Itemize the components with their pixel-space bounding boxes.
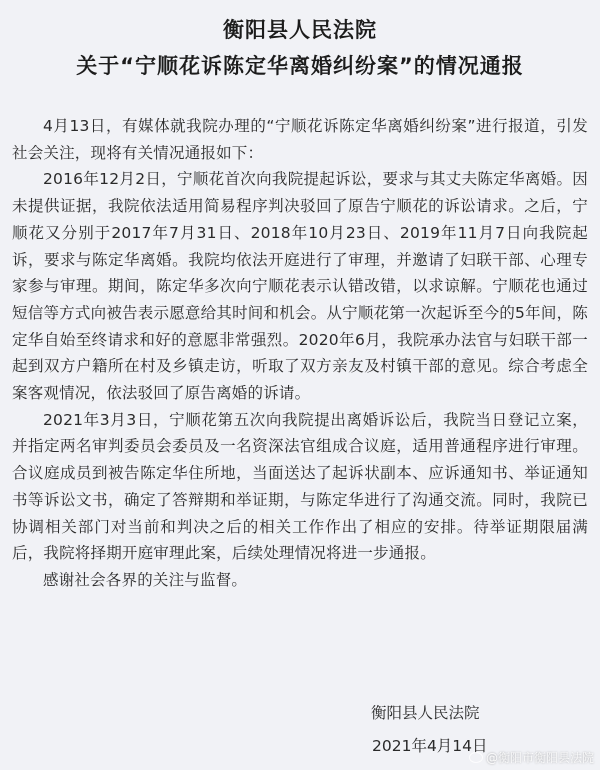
paragraph-intro: 4月13日，有媒体就我院办理的“宁顺花诉陈定华离婚纠纷案”进行报道，引发社会关注，现将有关情况通报如下： (12, 117, 588, 162)
watermark-text: @衡阳市衡阳县法院 (485, 751, 594, 765)
notice-body (12, 113, 588, 594)
weibo-icon (469, 752, 483, 763)
page-title: 衡阳县人民法院 (223, 18, 377, 42)
paragraph-thanks: 感谢社会各界的关注与监督。 (43, 570, 248, 589)
watermark (469, 749, 594, 766)
signature-org: 衡阳县人民法院 (371, 704, 480, 722)
paragraph-current-case: 2021年3月3日，宁顺花第五次向我院提出离婚诉讼后，我院当日登记立案，并指定两名审判委员会委员及一名资深法官组成合议庭，适用普通程序进行审理。合议庭成员到被告陈定华住所地，当面送达了起诉状副本、应诉通知书、举证通知书等诉讼文书，确定了答辩期和举证期，与陈定华进行了沟通交流。同时，我院已协调相关部门对当前和判决之后的相关工作作出了相应的安排。待举证期限届满后，我院将择期开庭审理此案，后续处理情况将进一步通报。 (12, 410, 588, 563)
signature-date: 2021年4月14日 (372, 737, 488, 755)
paragraph-history: 2016年12月2日，宁顺花首次向我院提起诉讼，要求与其丈夫陈定华离婚。因未提供证据，我院依法适用简易程序判决驳回了原告宁顺花的诉讼请求。之后，宁顺花又分别于2017年7月31日、2018年10月23日、2019年11月7日向我院起诉，要求与陈定华离婚。我院均依法开庭进行了审理，并邀请了妇联干部、心理专家参与审理。期间，陈定华多次向宁顺花表示认错改错，以求谅解。宁顺花也通过短信等方式向被告表示愿意给其时间和机会。从宁顺花第一次起诉至今的5年间，陈定华自始至终请求和好的意愿非常强烈。2020年6月，我院承办法官与妇联干部一起到双方户籍所在村及乡镇走访，听取了双方亲友及村镇干部的意见。综合考虑全案客观情况，依法驳回了原告离婚的诉请。 (12, 170, 588, 403)
page-subtitle: 关于“宁顺花诉陈定华离婚纠纷案”的情况通报 (76, 54, 524, 78)
